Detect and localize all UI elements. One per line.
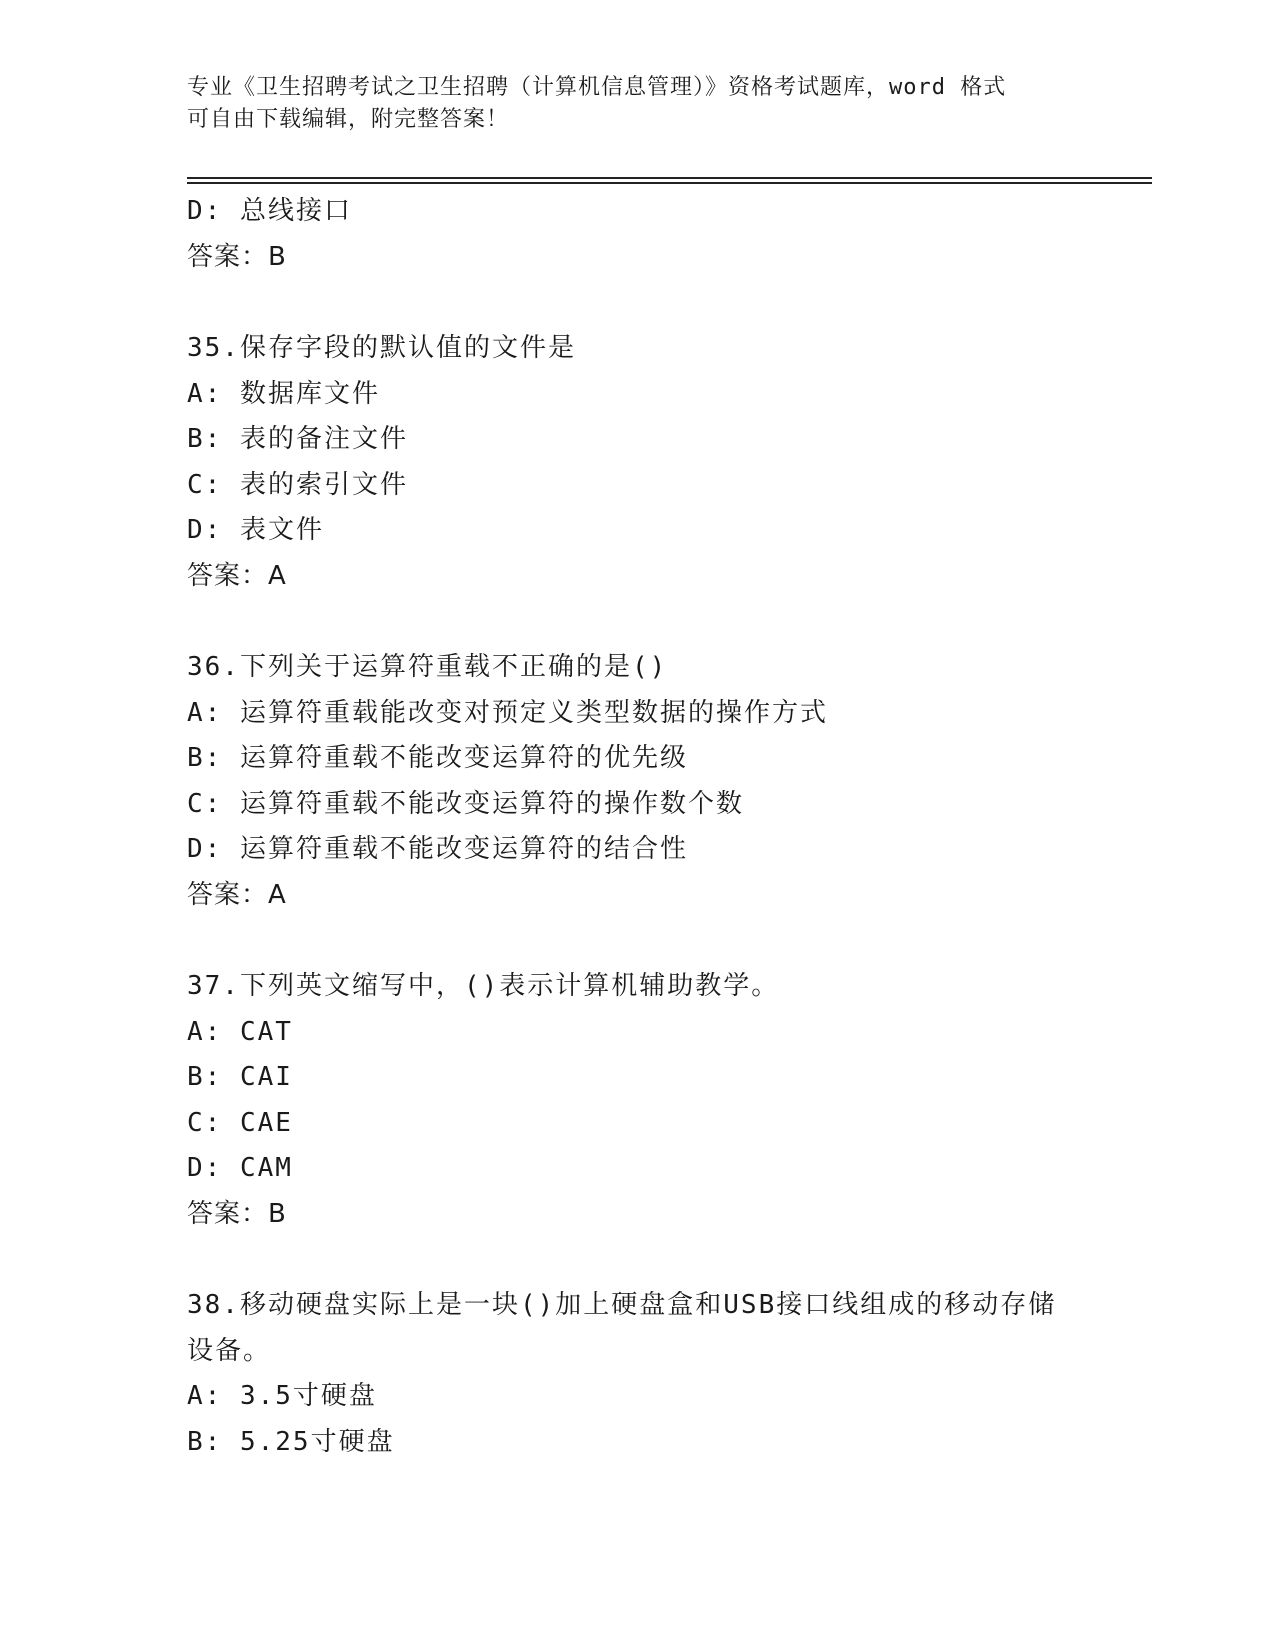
option-c: C: CAE	[187, 1107, 293, 1138]
option-a: A: 数据库文件	[187, 378, 380, 409]
option-a: A: 运算符重载能改变对预定义类型数据的操作方式	[187, 697, 828, 728]
option-c: C: 运算符重载不能改变运算符的操作数个数	[187, 788, 744, 819]
option-d: D: 表文件	[187, 515, 324, 545]
question-38	[187, 1283, 1087, 1465]
question-stem: 37.下列英文缩写中，()表示计算机辅助教学。	[187, 971, 780, 1001]
option-a: A: 3.5寸硬盘	[187, 1381, 377, 1411]
option-d: D: 总线接口	[187, 196, 352, 226]
question-stem-line-1: 38.移动硬盘实际上是一块()加上硬盘盒和USB接口线组成的移动存储	[187, 1290, 1057, 1320]
option-b: B: CAI	[187, 1062, 293, 1092]
header-line-1: 专业《卫生招聘考试之卫生招聘（计算机信息管理）》资格考试题库，word 格式	[187, 75, 1007, 100]
question-stem-line-2: 设备。	[187, 1335, 272, 1366]
option-b: B: 5.25寸硬盘	[187, 1426, 395, 1457]
document-header	[187, 72, 1087, 136]
header-line-2: 可自由下载编辑，附完整答案！	[187, 107, 510, 132]
question-35	[187, 326, 1087, 599]
answer-line: 答案：B	[187, 241, 287, 272]
answer-line: 答案：A	[187, 560, 287, 591]
question-stem: 35.保存字段的默认值的文件是	[187, 333, 576, 363]
header-divider-bottom	[187, 182, 1152, 184]
header-divider-top	[187, 177, 1152, 179]
question-37	[187, 964, 1087, 1237]
answer-line: 答案：B	[187, 1198, 287, 1229]
option-d: D: CAM	[187, 1153, 293, 1183]
question-stem: 36.下列关于运算符重载不正确的是()	[187, 652, 668, 682]
question-list	[187, 189, 1087, 1465]
option-d: D: 运算符重载不能改变运算符的结合性	[187, 834, 688, 864]
option-a: A: CAT	[187, 1016, 293, 1047]
answer-line: 答案：A	[187, 879, 287, 910]
question-36	[187, 645, 1087, 918]
option-c: C: 表的索引文件	[187, 469, 408, 500]
option-b: B: 运算符重载不能改变运算符的优先级	[187, 743, 688, 773]
option-b: B: 表的备注文件	[187, 424, 408, 454]
